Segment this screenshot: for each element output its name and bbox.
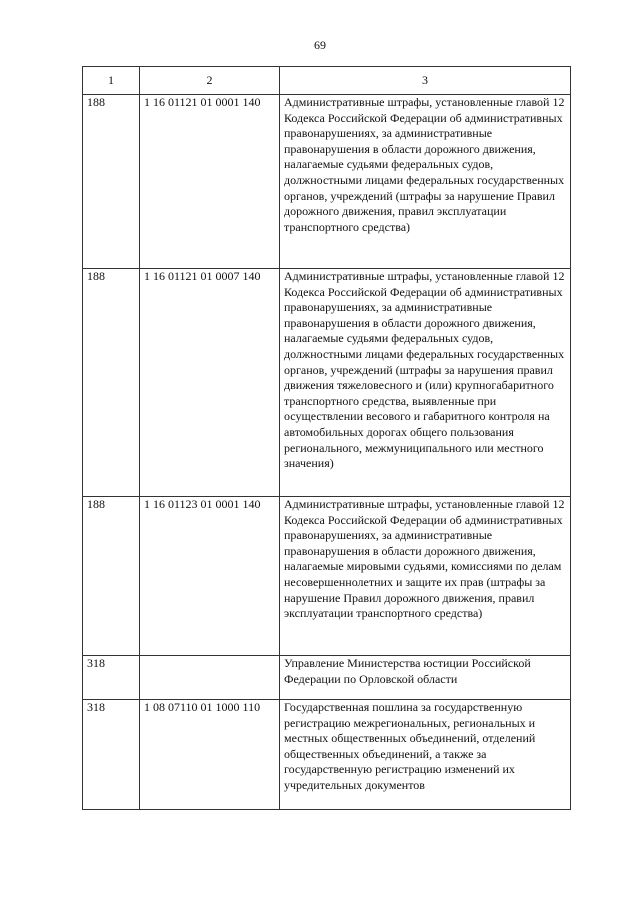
revenue-description-cell: Административные штрафы, установленные главой 12 Кодекса Российской Федерации об административных правонарушениях, за административные правонарушения в области дорожного движения, налагаемые судьями федеральных судов, должностными лицами федеральных государственных органов, учреждений (штрафы за нарушение Правил дорожного движения, правил эксплуатации транспортного средства): [280, 95, 571, 269]
budget-classification-code-cell: [140, 656, 280, 700]
budget-classification-code-cell: 1 08 07110 01 1000 110: [140, 700, 280, 810]
administrator-code-cell: 188: [83, 497, 140, 656]
budget-classification-code-cell: 1 16 01121 01 0007 140: [140, 269, 280, 497]
table-header-row: [83, 67, 571, 95]
budget-classification-code-cell: 1 16 01123 01 0001 140: [140, 497, 280, 656]
table-row: [83, 656, 571, 700]
administrator-code-cell: 188: [83, 269, 140, 497]
administrator-code-cell: 188: [83, 95, 140, 269]
budget-classification-code-cell: 1 16 01121 01 0001 140: [140, 95, 280, 269]
revenue-description-cell: Государственная пошлина за государственную регистрацию межрегиональных, региональных и местных общественных объединений, отделений общественных объединений, а также за государственную регистрацию изменений их учредительных документов: [280, 700, 571, 810]
administrator-code-cell: 318: [83, 656, 140, 700]
table-row: [83, 700, 571, 810]
administrator-code-cell: 318: [83, 700, 140, 810]
column-header-1: 1: [83, 67, 140, 95]
budget-codes-table: [82, 66, 571, 810]
revenue-description-cell: Административные штрафы, установленные главой 12 Кодекса Российской Федерации об административных правонарушениях, за административные правонарушения в области дорожного движения, налагаемые мировыми судьями, комиссиями по делам несовершеннолетних и защите их прав (штрафы за нарушение Правил дорожного движения, правил эксплуатации транспортного средства): [280, 497, 571, 656]
column-header-3: 3: [280, 67, 571, 95]
revenue-description-cell: Административные штрафы, установленные главой 12 Кодекса Российской Федерации об административных правонарушениях, за административные правонарушения в области дорожного движения, налагаемые судьями федеральных судов, должностными лицами федеральных государственных органов, учреждений (штрафы за нарушения правил движения тяжеловесного и (или) крупногабаритного транспортного средства, выявленные при осуществлении весового и габаритного контроля на автомобильных дорогах общего пользования регионального, межмуниципального или местного значения): [280, 269, 571, 497]
table-row: [83, 497, 571, 656]
revenue-description-cell: Управление Министерства юстиции Российской Федерации по Орловской области: [280, 656, 571, 700]
table-row: [83, 95, 571, 269]
table-row: [83, 269, 571, 497]
column-header-2: 2: [140, 67, 280, 95]
page-number: 69: [314, 38, 326, 52]
